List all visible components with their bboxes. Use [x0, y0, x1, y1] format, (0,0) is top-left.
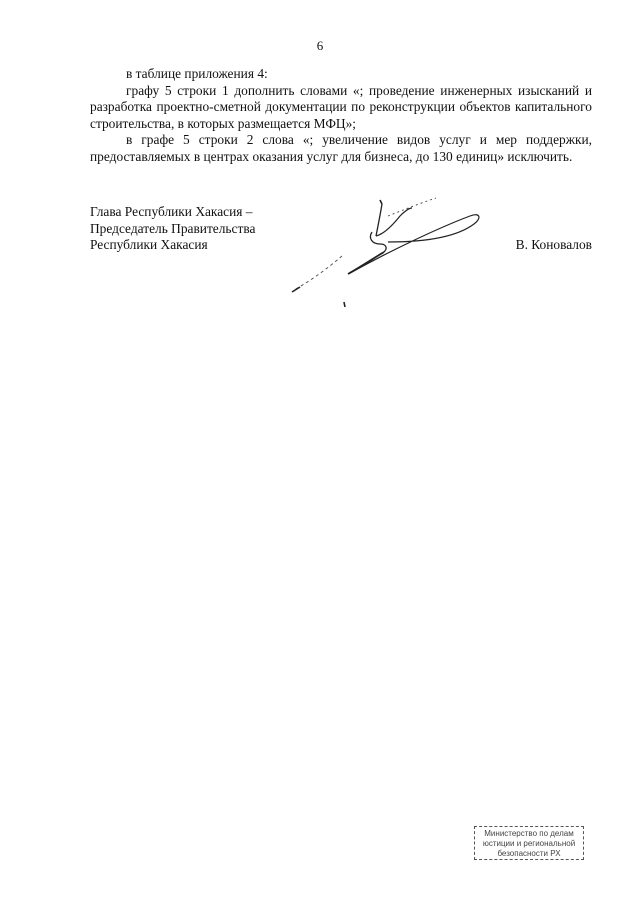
signatory-title-line-2: Председатель Правительства [90, 220, 256, 236]
document-body [90, 66, 592, 166]
signatory-name: В. Коновалов [515, 237, 592, 252]
signatory-title-line-3: Республики Хакасия [90, 237, 208, 253]
signatory-title-line-1: Глава Республики Хакасия – [90, 204, 253, 219]
paragraph-amendment-row-1: графу 5 строки 1 дополнить словами «; проведение инженерных изысканий и разработка проектно-сметной документации по реконструкции объектов капитального строительства, в которых размещается МФЦ»; [90, 82, 592, 131]
stamp-line-3: безопасности РХ [497, 849, 561, 858]
stamp-line-1: Министерство по делам [484, 829, 574, 838]
registration-stamp [474, 826, 584, 860]
paragraph-amendment-row-2: в графе 5 строки 2 слова «; увеличение видов услуг и мер поддержки, предоставляемых в центрах оказания услуг для бизнеса, до 130 единиц» исключить. [90, 132, 592, 164]
signatory-title [90, 204, 255, 254]
paragraph-intro: в таблице приложения 4: [126, 66, 268, 81]
stamp-line-2: юстиции и региональной [482, 839, 576, 848]
handwritten-signature [288, 186, 488, 316]
page-number: 6 [316, 38, 324, 53]
